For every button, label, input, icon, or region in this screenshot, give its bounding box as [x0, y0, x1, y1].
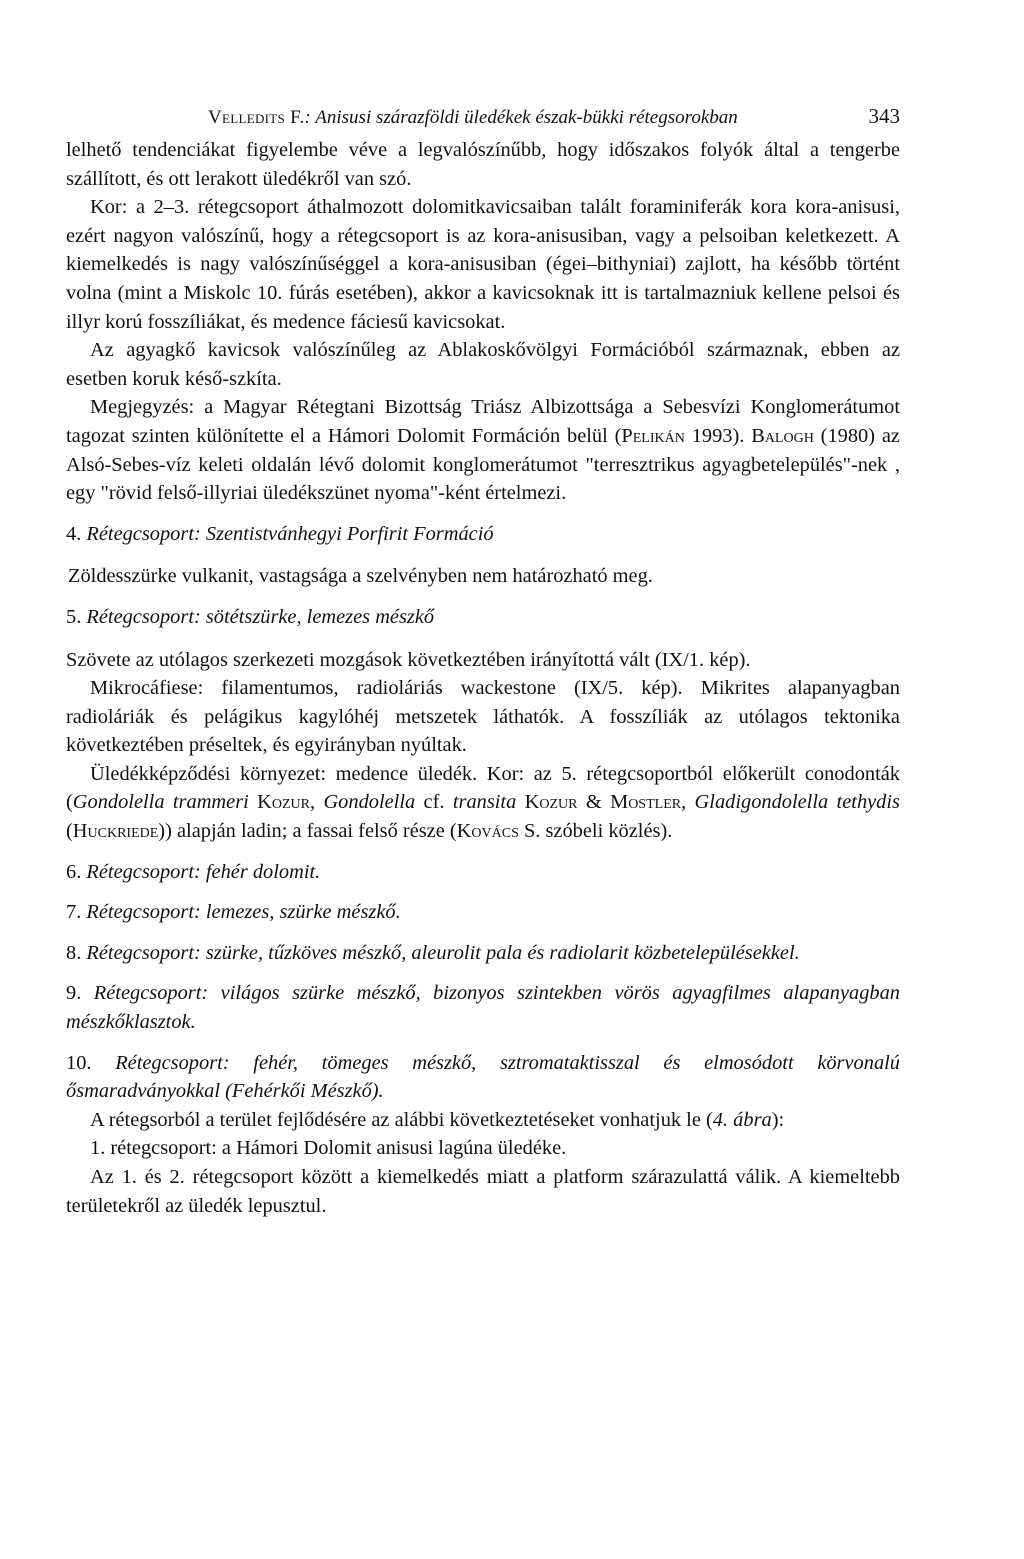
paren-close: )) — [158, 820, 172, 843]
section-6-heading — [66, 858, 900, 887]
note-text-b: 1993). — [684, 424, 752, 447]
section-5-title: Rétegcsoport: sötétszürke, lemezes mészkő — [81, 605, 435, 628]
section-5-heading — [66, 603, 900, 632]
species-1: Gondolella trammeri — [72, 791, 249, 814]
section-4-heading — [66, 520, 900, 549]
page — [66, 98, 900, 1220]
paragraph-age: Kor: a 2–3. rétegcsoport áthalmozott dolomitkavicsaiban talált foraminiferák kora kora-anisusi, ezért nagyon valószínű, hogy a rétegcsoport is az kora-anisusiban, vagy a pelsoiban keletkezett. A kiemelkedés is nagy valószínűséggel a kora-anisusiban (égei–bithyniai) zajlott, ha később történt volna (mint a Miskolc 10. fúrás esetében), akkor a kavicsoknak itt is tartalmazniuk kellene pelsoi és illyr korú fosszíliákat, és medence fáciesű kavicsokat. — [66, 196, 900, 333]
ref-kovacs: Kovács — [456, 820, 519, 843]
env-text-b: alapján ladin; a fassai felső része ( — [171, 820, 457, 843]
conclusion-item-2: Az 1. és 2. rétegcsoport között a kiemelkedés miatt a platform szárazulattá válik. A kiemeltebb területekről az üledék lepusztul. — [66, 1166, 900, 1217]
note-text-a: Megjegyzés: a Magyar Rétegtani Bizottság Triász Albizottsága a Sebesvízi Konglomerátumot tagozat szinten különítette el a Hámori Dolomit Formáción belül ( — [66, 396, 900, 447]
section-4-number: 4. — [66, 522, 82, 545]
header-title-rest: : Anisusi szárazföldi üledékek észak-bükki rétegsorokban — [304, 107, 738, 128]
amp: & — [577, 791, 611, 814]
conclusion-intro — [66, 1106, 900, 1135]
header-title — [208, 104, 738, 133]
section-10-number: 10. — [66, 1051, 92, 1074]
paragraph-note — [66, 393, 900, 507]
species-2-author-2: Mostler — [610, 791, 682, 814]
section-8-heading — [66, 939, 900, 968]
section-5-number: 5. — [66, 605, 82, 628]
section-5-microfacies: Mikrocáfiese: filamentumos, radioláriás wackestone (IX/5. kép). Mikrites alapanyagban radioláriák és pelágikus kagylóhéj metszetek láthatók. A fosszíliák az utólagos tektonika következtében préseltek, és egyirányban nyúltak. — [66, 677, 900, 757]
section-8-title: Rétegcsoport: szürke, tűzköves mészkő, aleurolit pala és radiolarit közbetelepülésekkel. — [81, 941, 800, 964]
ref-pelikan: Pelikán — [621, 424, 685, 447]
species-2-genus: Gondolella — [323, 791, 416, 814]
species-1-author: Kozur — [257, 791, 310, 814]
section-9-heading — [66, 979, 900, 1036]
species-3: Gladigondolella tethydis — [694, 791, 900, 814]
section-8-number: 8. — [66, 941, 82, 964]
section-4-title: Rétegcsoport: Szentistvánhegyi Porfirit Formáció — [81, 522, 494, 545]
species-2-author-1: Kozur — [524, 791, 578, 814]
section-9-title: Rétegcsoport: világos szürke mészkő, bizonyos szintekben vörös agyagfilmes alapanyagban mészkőklasztok. — [66, 982, 900, 1034]
section-7-title: Rétegcsoport: lemezes, szürke mészkő. — [81, 901, 401, 924]
conclusion-text-a: A rétegsorból a terület fejlődésére az alábbi következtetéseket vonhatjuk le ( — [90, 1108, 713, 1131]
env-text-c: S. szóbeli közlés). — [518, 820, 673, 843]
page-number: 343 — [868, 104, 900, 128]
species-3-author: Huckriede — [72, 820, 159, 843]
section-7-heading — [66, 898, 900, 927]
paren-open: ( — [66, 820, 73, 843]
species-2-name: transita — [452, 791, 517, 814]
section-10-title: Rétegcsoport: fehér, tömeges mészkő, sztromataktisszal és elmosódott körvonalú ősmaradványokkal (Fehérkői Mészkő). — [66, 1051, 900, 1103]
section-10-heading — [66, 1049, 900, 1106]
paragraph-1: lelhető tendenciákat figyelembe véve a legvalószínűbb, hogy időszakos folyók által a tengerbe szállított, és ott lerakott üledékről van szó. — [66, 139, 900, 190]
env-text-a: Üledékképződési környezet: medence üledék. Kor: az 5. rétegcsoportból előkerült conodonták ( — [66, 762, 900, 814]
running-header — [66, 98, 900, 128]
note-text-c: (1980) az Alsó-Sebes-víz keleti oldalán lévő dolomit konglomerátumot "terresztrikus agyagbetelepülés"-nek , egy "rövid felső-illyriai üledékszünet nyoma"-ként értelmezi. — [66, 424, 900, 505]
paragraph-clasts: Az agyagkő kavicsok valószínűleg az Ablakoskővölgyi Formációból származnak, ebben az esetben koruk késő-szkíta. — [66, 339, 900, 390]
figure-ref: 4. ábra — [712, 1108, 772, 1131]
section-5-texture: Szövete az utólagos szerkezeti mozgások következtében irányítottá vált (IX/1. kép). — [66, 648, 751, 671]
cf-text: cf. — [415, 791, 453, 814]
conclusion-text-b: ): — [771, 1108, 785, 1131]
sep-2: , — [681, 791, 695, 814]
header-author: Velledits F. — [208, 107, 305, 128]
section-4-text: Zöldesszürke vulkanit, vastagsága a szelvényben nem határozható meg. — [68, 565, 653, 588]
ref-balogh: Balogh — [751, 424, 814, 447]
section-7-number: 7. — [66, 901, 82, 924]
conclusion-item-1: 1. rétegcsoport: a Hámori Dolomit anisusi lagúna üledéke. — [90, 1137, 567, 1160]
sep-1: , — [310, 791, 324, 814]
section-6-number: 6. — [66, 860, 82, 883]
section-6-title: Rétegcsoport: fehér dolomit. — [81, 860, 321, 883]
section-5-environment — [66, 760, 900, 846]
section-9-number: 9. — [66, 982, 82, 1005]
